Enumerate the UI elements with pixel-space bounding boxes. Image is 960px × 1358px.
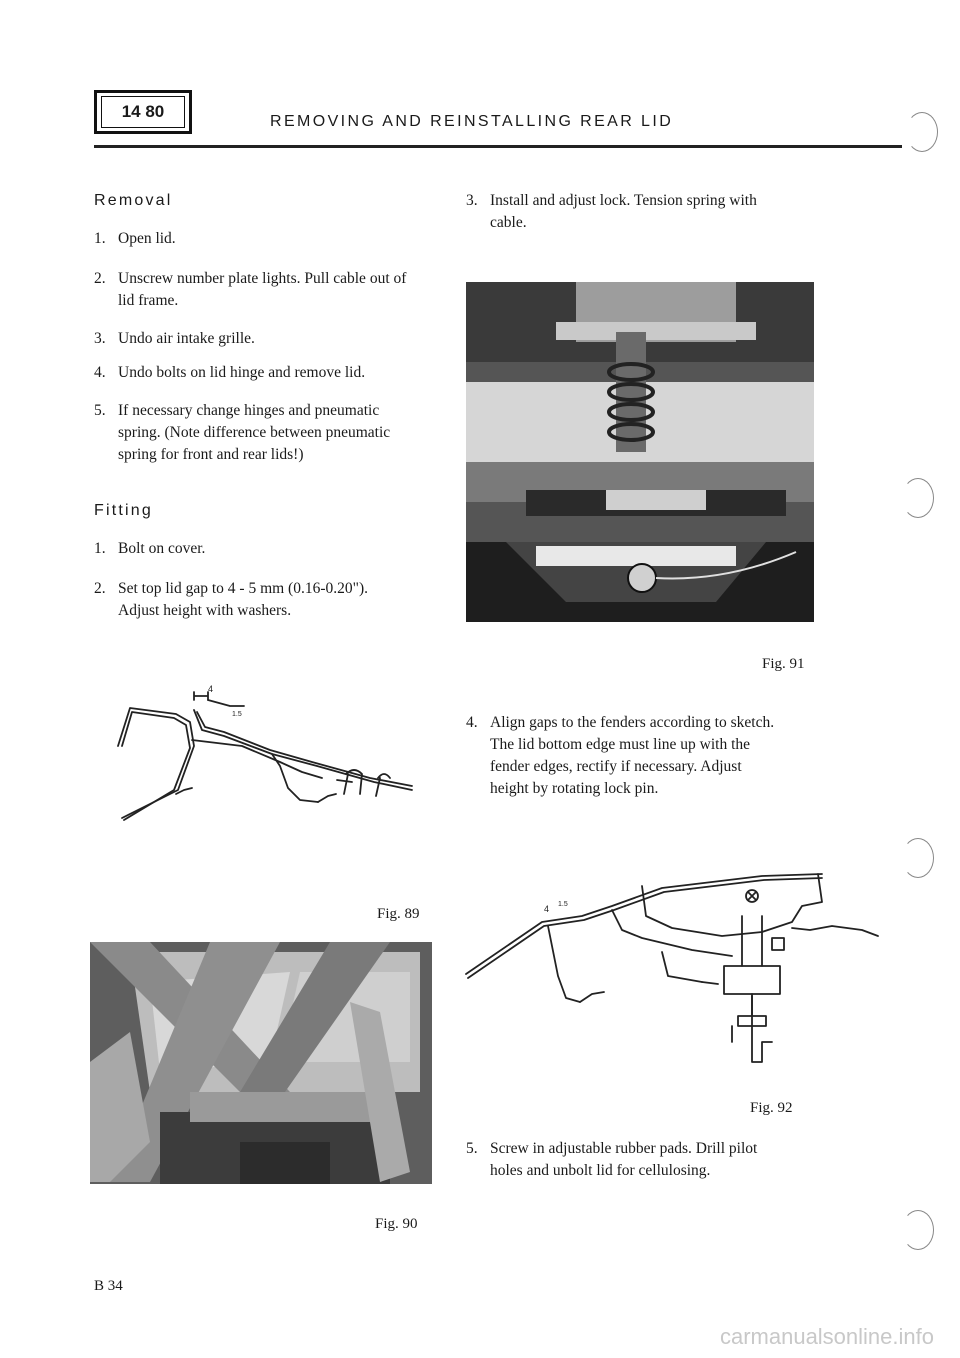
page-title: REMOVING AND REINSTALLING REAR LID [270, 113, 674, 130]
removal-step: 2. Unscrew number plate lights. Pull cable out of lid frame. [94, 270, 407, 309]
fig90-photo-image [90, 942, 432, 1184]
fig92-label-gap: 4 [544, 904, 550, 914]
punch-hole [906, 112, 938, 152]
removal-step: 5. If necessary change hinges and pneumatic spring. (Note difference between pneumatic spring for front and rear lids!) [94, 402, 391, 463]
punch-hole [902, 478, 934, 518]
right-step: 5. Screw in adjustable rubber pads. Drill pilot holes and unbolt lid for cellulosing. [466, 1140, 758, 1179]
fig89-caption: Fig. 89 [377, 906, 420, 922]
section-code: 14 80 [101, 96, 185, 128]
fig92-caption: Fig. 92 [750, 1100, 793, 1116]
removal-step: 1. Open lid. [94, 230, 176, 247]
fig90-photo [90, 942, 432, 1184]
fig89-lid-gap-sketch [112, 670, 422, 840]
punch-hole [902, 1210, 934, 1250]
fig91-photo [466, 282, 814, 622]
fig92-label-step: 1.5 [558, 901, 568, 908]
right-step: 3. Install and adjust lock. Tension spring with cable. [466, 192, 757, 231]
fig89-label-step: 1.5 [232, 711, 242, 718]
fig91-photo-image [466, 282, 814, 622]
right-step: 4. Align gaps to the fenders according to sketch. The lid bottom edge must line up with the fender edges, rectify if necessary. Adjust height by rotating lock pin. [466, 714, 775, 797]
fitting-step: 1. Bolt on cover. [94, 540, 206, 557]
fig90-caption: Fig. 90 [375, 1216, 418, 1232]
fig91-caption: Fig. 91 [762, 656, 805, 672]
header-rule [94, 145, 902, 148]
page-number: B 34 [94, 1278, 123, 1294]
removal-step: 3. Undo air intake grille. [94, 330, 255, 347]
watermark: carmanualsonline.info [719, 1324, 934, 1349]
fitting-step: 2. Set top lid gap to 4 - 5 mm (0.16-0.20"). Adjust height with washers. [94, 580, 368, 619]
fitting-heading: Fitting [94, 502, 153, 519]
fig89-label-gap: 4 [208, 684, 214, 694]
removal-step: 4. Undo bolts on lid hinge and remove lid. [94, 364, 366, 381]
removal-heading: Removal [94, 192, 173, 209]
section-code-box [94, 90, 192, 134]
fig92-fender-alignment-sketch [462, 866, 882, 1076]
punch-hole [902, 838, 934, 878]
